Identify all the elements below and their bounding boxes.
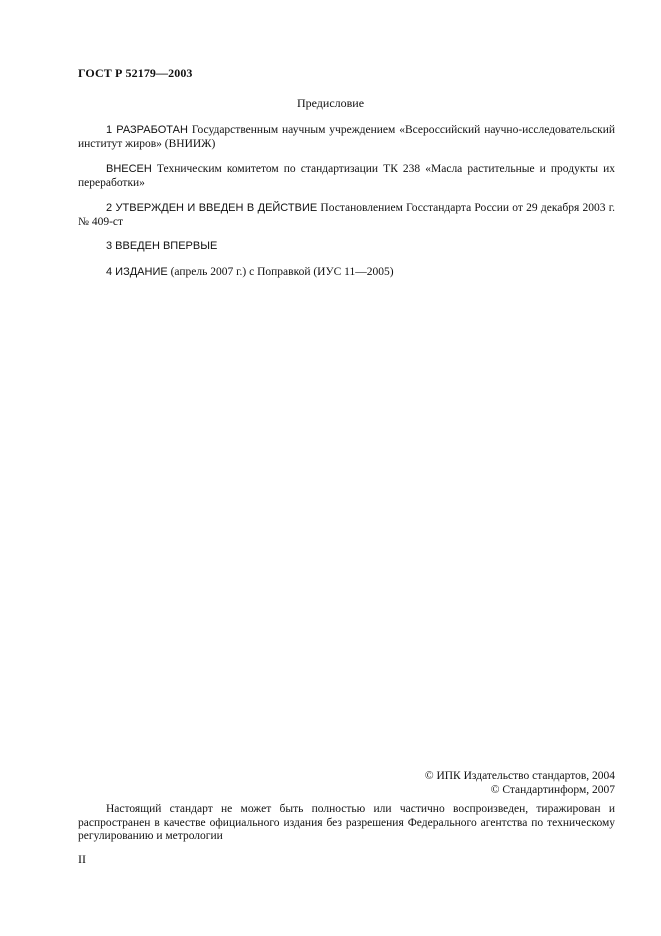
copyright-block: [425, 769, 615, 797]
preface-item-3: [78, 240, 615, 254]
preface-item-4-lead: 4 ИЗДАНИЕ: [106, 266, 168, 278]
page-number: II: [78, 852, 86, 866]
copyright-line-2: © Стандартинформ, 2007: [490, 784, 615, 796]
preface-item-1-lead: 1 РАЗРАБОТАН: [106, 124, 188, 136]
preface-item-1-text: Государственным научным учреждением «Всероссийский научно-исследовательский институт жиров» (ВНИИЖ): [78, 124, 615, 150]
preface-item-3-lead: 3 ВВЕДЕН ВПЕРВЫЕ: [106, 240, 218, 252]
copyright-line-1: © ИПК Издательство стандартов, 2004: [424, 770, 615, 782]
preface-item-vnesen: [78, 163, 615, 190]
document-code-header: ГОСТ Р 52179—2003: [78, 66, 193, 80]
preface-item-vnesen-lead: ВНЕСЕН: [106, 163, 152, 175]
preface-item-4: [78, 266, 615, 280]
preface-item-2: [78, 202, 615, 229]
reproduction-notice-text: Настоящий стандарт не может быть полностью или частично воспроизведен, тиражирован и распространен в качестве официального издания без разрешения Федерального агентства по техническому регулированию и метрологии: [78, 803, 615, 842]
reproduction-notice: [78, 803, 615, 844]
preface-title: Предисловие: [296, 96, 365, 110]
preface-item-vnesen-text: Техническим комитетом по стандартизации ТК 238 «Масла растительные и продукты их переработки»: [78, 163, 615, 189]
preface-item-4-text: (апрель 2007 г.) с Поправкой (ИУС 11—2005): [167, 266, 394, 278]
preface-item-2-lead: 2 УТВЕРЖДЕН И ВВЕДЕН В ДЕЙСТВИЕ: [106, 202, 318, 214]
preface-item-1: [78, 124, 615, 151]
preface-item-2-text: Постановлением Госстандарта России от 29 декабря 2003 г. № 409-ст: [78, 202, 615, 228]
